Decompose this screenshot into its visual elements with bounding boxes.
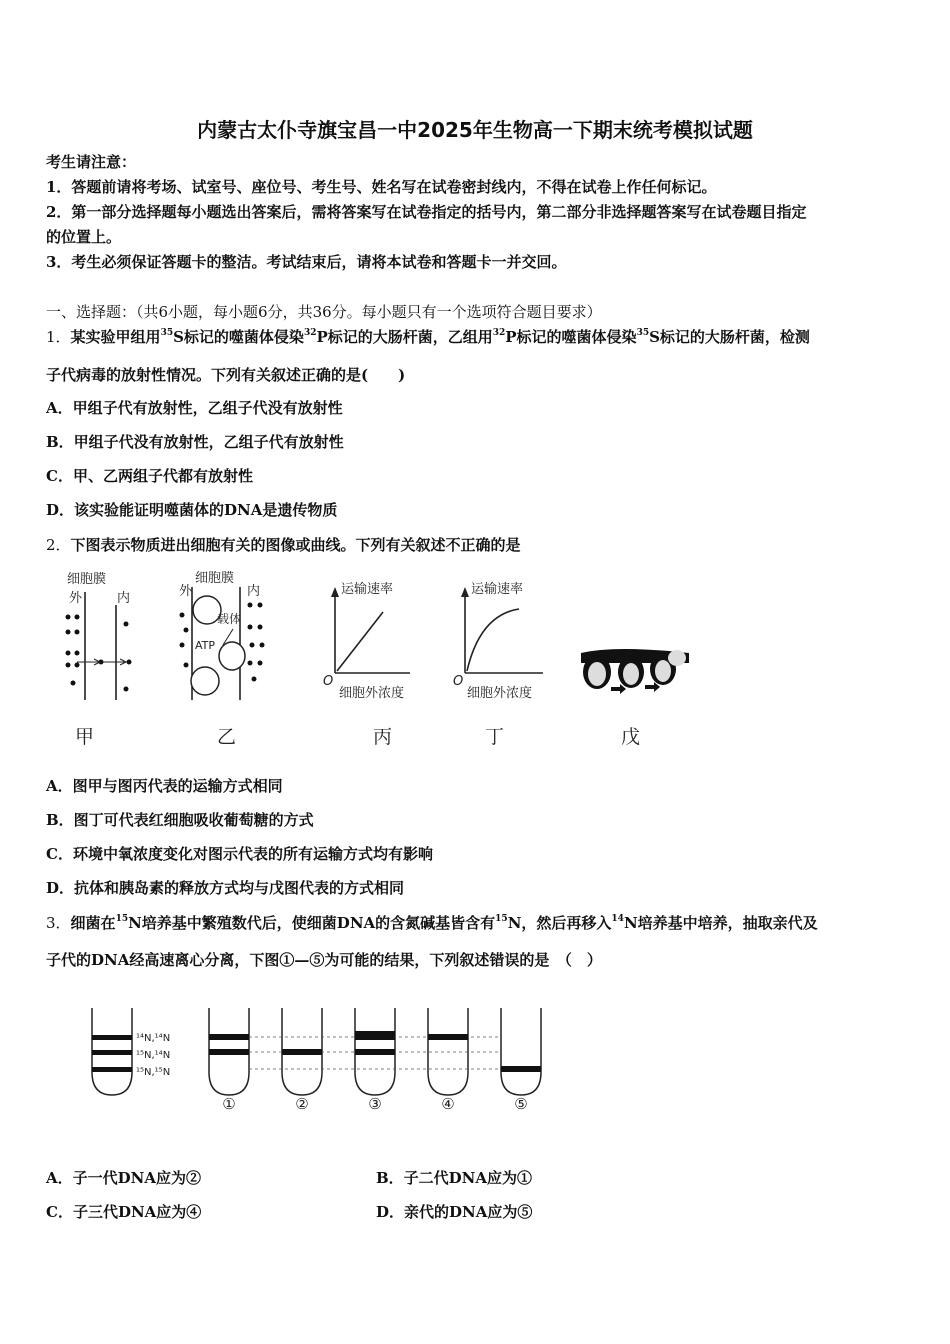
outside-label-2: 外: [179, 584, 193, 599]
origin-label: O: [323, 674, 334, 689]
band-label-14-14: ¹⁴N,¹⁴N: [136, 1033, 171, 1044]
q3-stem-line2: 子代的DNA经高速离心分离，下图①—⑤为可能的结果，下列叙述错误的是 （ ）: [46, 951, 602, 969]
notice-heading: 考生请注意：: [46, 153, 137, 171]
tube-label-4: ④: [441, 1095, 455, 1113]
q3-option-d: D．亲代的DNA应为⑤: [376, 1203, 533, 1221]
inside-label: 内: [117, 591, 131, 606]
rate-label-2: 运输速率: [471, 582, 524, 597]
tube-label-3: ③: [368, 1095, 382, 1113]
q1-option-c: C．甲、乙两组子代都有放射性: [46, 467, 253, 485]
notice-item-3: 3．考生必须保证答题卡的整洁。考试结束后，请将本试卷和答题卡一并交回。: [46, 253, 567, 271]
notice-item-2-cont: 的位置上。: [46, 228, 122, 246]
band-label-15-15: ¹⁵N,¹⁵N: [136, 1067, 171, 1078]
q2-option-a: A．图甲与图丙代表的运输方式相同: [46, 777, 283, 795]
band-label-15-14: ¹⁵N,¹⁴N: [136, 1050, 171, 1061]
membrane-label-2: 细胞膜: [195, 571, 235, 586]
q1-option-b: B．甲组子代没有放射性，乙组子代有放射性: [46, 433, 344, 451]
notice-item-1: 1．答题前请将考场、试室号、座位号、考生号、姓名写在试卷密封线内，不得在试卷上作任何标记。: [46, 178, 717, 196]
q2-stem: 2．下图表示物质进出细胞有关的图像或曲线。下列有关叙述不正确的是: [46, 536, 521, 554]
q3-option-a: A．子一代DNA应为②: [46, 1169, 201, 1187]
centrifuge-figure: [80, 1000, 560, 1115]
tube-label-5: ⑤: [514, 1095, 528, 1113]
transport-figure: [55, 565, 705, 755]
q2-option-c: C．环境中氧浓度变化对图示代表的所有运输方式均有影响: [46, 845, 433, 863]
q2-option-d: D．抗体和胰岛素的释放方式均与戊图代表的方式相同: [46, 879, 405, 897]
q1-option-d: D．该实验能证明噬菌体的DNA是遗传物质: [46, 501, 338, 519]
inside-label-2: 内: [247, 584, 261, 599]
conc-label-2: 细胞外浓度: [467, 686, 533, 701]
q2-option-b: B．图丁可代表红细胞吸收葡萄糖的方式: [46, 811, 314, 829]
q3-stem: 3．细菌在$^{15}$N培养基中繁殖数代后，使细菌DNA的含氮碱基皆含有$^{15}$N，然后再移入$^{14}$N培养基中培养，抽取亲代及: [46, 914, 818, 932]
label-yi: 乙: [217, 726, 237, 748]
label-jia: 甲: [75, 726, 95, 748]
q3-option-b: B．子二代DNA应为①: [376, 1169, 533, 1187]
tube-label-2: ②: [295, 1095, 309, 1113]
q1-stem-line2: 子代病毒的放射性情况。下列有关叙述正确的是( ): [46, 366, 406, 384]
label-bing: 丙: [373, 726, 393, 748]
page-title: 内蒙古太仆寺旗宝昌一中2025年生物高一下期末统考模拟试题: [197, 118, 753, 142]
section-heading: 一、选择题：（共6小题，每小题6分，共36分。每小题只有一个选项符合题目要求）: [46, 303, 602, 321]
outside-label: 外: [69, 591, 83, 606]
rate-label: 运输速率: [341, 582, 394, 597]
q1-stem: 1．某实验甲组用$^{35}$S标记的噬菌体侵染$^{32}$P标记的大肠杆菌，乙组用$^{32}$P标记的噬菌体侵染$^{35}$S标记的大肠杆菌，检测: [46, 328, 810, 346]
q3-option-c: C．子三代DNA应为④: [46, 1203, 202, 1221]
q1-option-a: A．甲组子代有放射性，乙组子代没有放射性: [46, 399, 343, 417]
carrier-label: 载体: [217, 612, 242, 626]
label-wu: 戊: [621, 726, 641, 748]
conc-label: 细胞外浓度: [339, 686, 405, 701]
label-ding: 丁: [485, 726, 505, 748]
notice-item-2: 2．第一部分选择题每小题选出答案后，需将答案写在试卷指定的括号内，第二部分非选择题答案写在试卷题目指定: [46, 203, 807, 221]
tube-label-1: ①: [222, 1095, 236, 1113]
membrane-label: 细胞膜: [67, 572, 107, 587]
origin-label-2: O: [453, 674, 464, 689]
atp-label: ATP: [195, 639, 216, 652]
